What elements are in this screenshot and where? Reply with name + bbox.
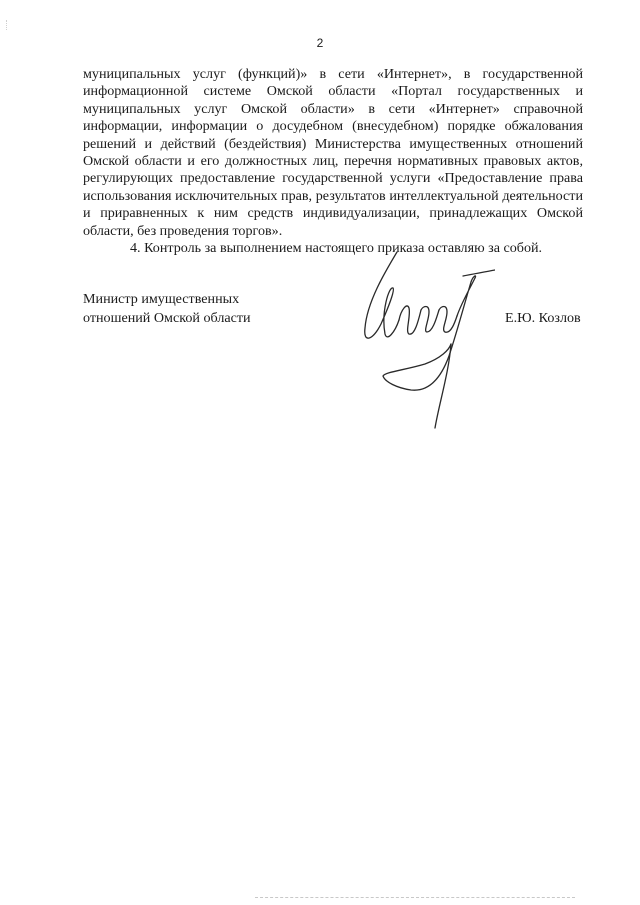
signatory-name: Е.Ю. Козлов: [505, 310, 581, 326]
paragraph-continuation: муниципальных услуг (функций)» в сети «Интернет», в государственной информационной системе Омской области «Портал государственных и муниципальных услуг Омской области» в сети «Интернет» справочной информации, информации о досудебном (внесудебном) порядке обжалования решений и действий (бездействия) Министерства имущественных отношений Омской области и его должностных лиц, перечня нормативных правовых актов, регулирующих предоставление государственной услуги «Предоставление права использования исключительных прав, результатов интеллектуальной деятельности и приравненных к ним средств индивидуализации, принадлежащих Омской области, без проведения торгов».: [83, 66, 583, 239]
scan-margin-mark: [6, 20, 9, 30]
footer-scan-line: [255, 897, 575, 899]
signatory-position: [83, 290, 251, 328]
document-body: [83, 66, 583, 257]
page-number: 2: [316, 36, 324, 50]
paragraph-4: 4. Контроль за выполнением настоящего приказа оставляю за собой.: [130, 240, 543, 257]
signatory-position-line-2: отношений Омской области: [83, 310, 251, 326]
signatory-position-line-1: Министр имущественных: [83, 291, 240, 307]
handwritten-signature: [345, 232, 495, 432]
